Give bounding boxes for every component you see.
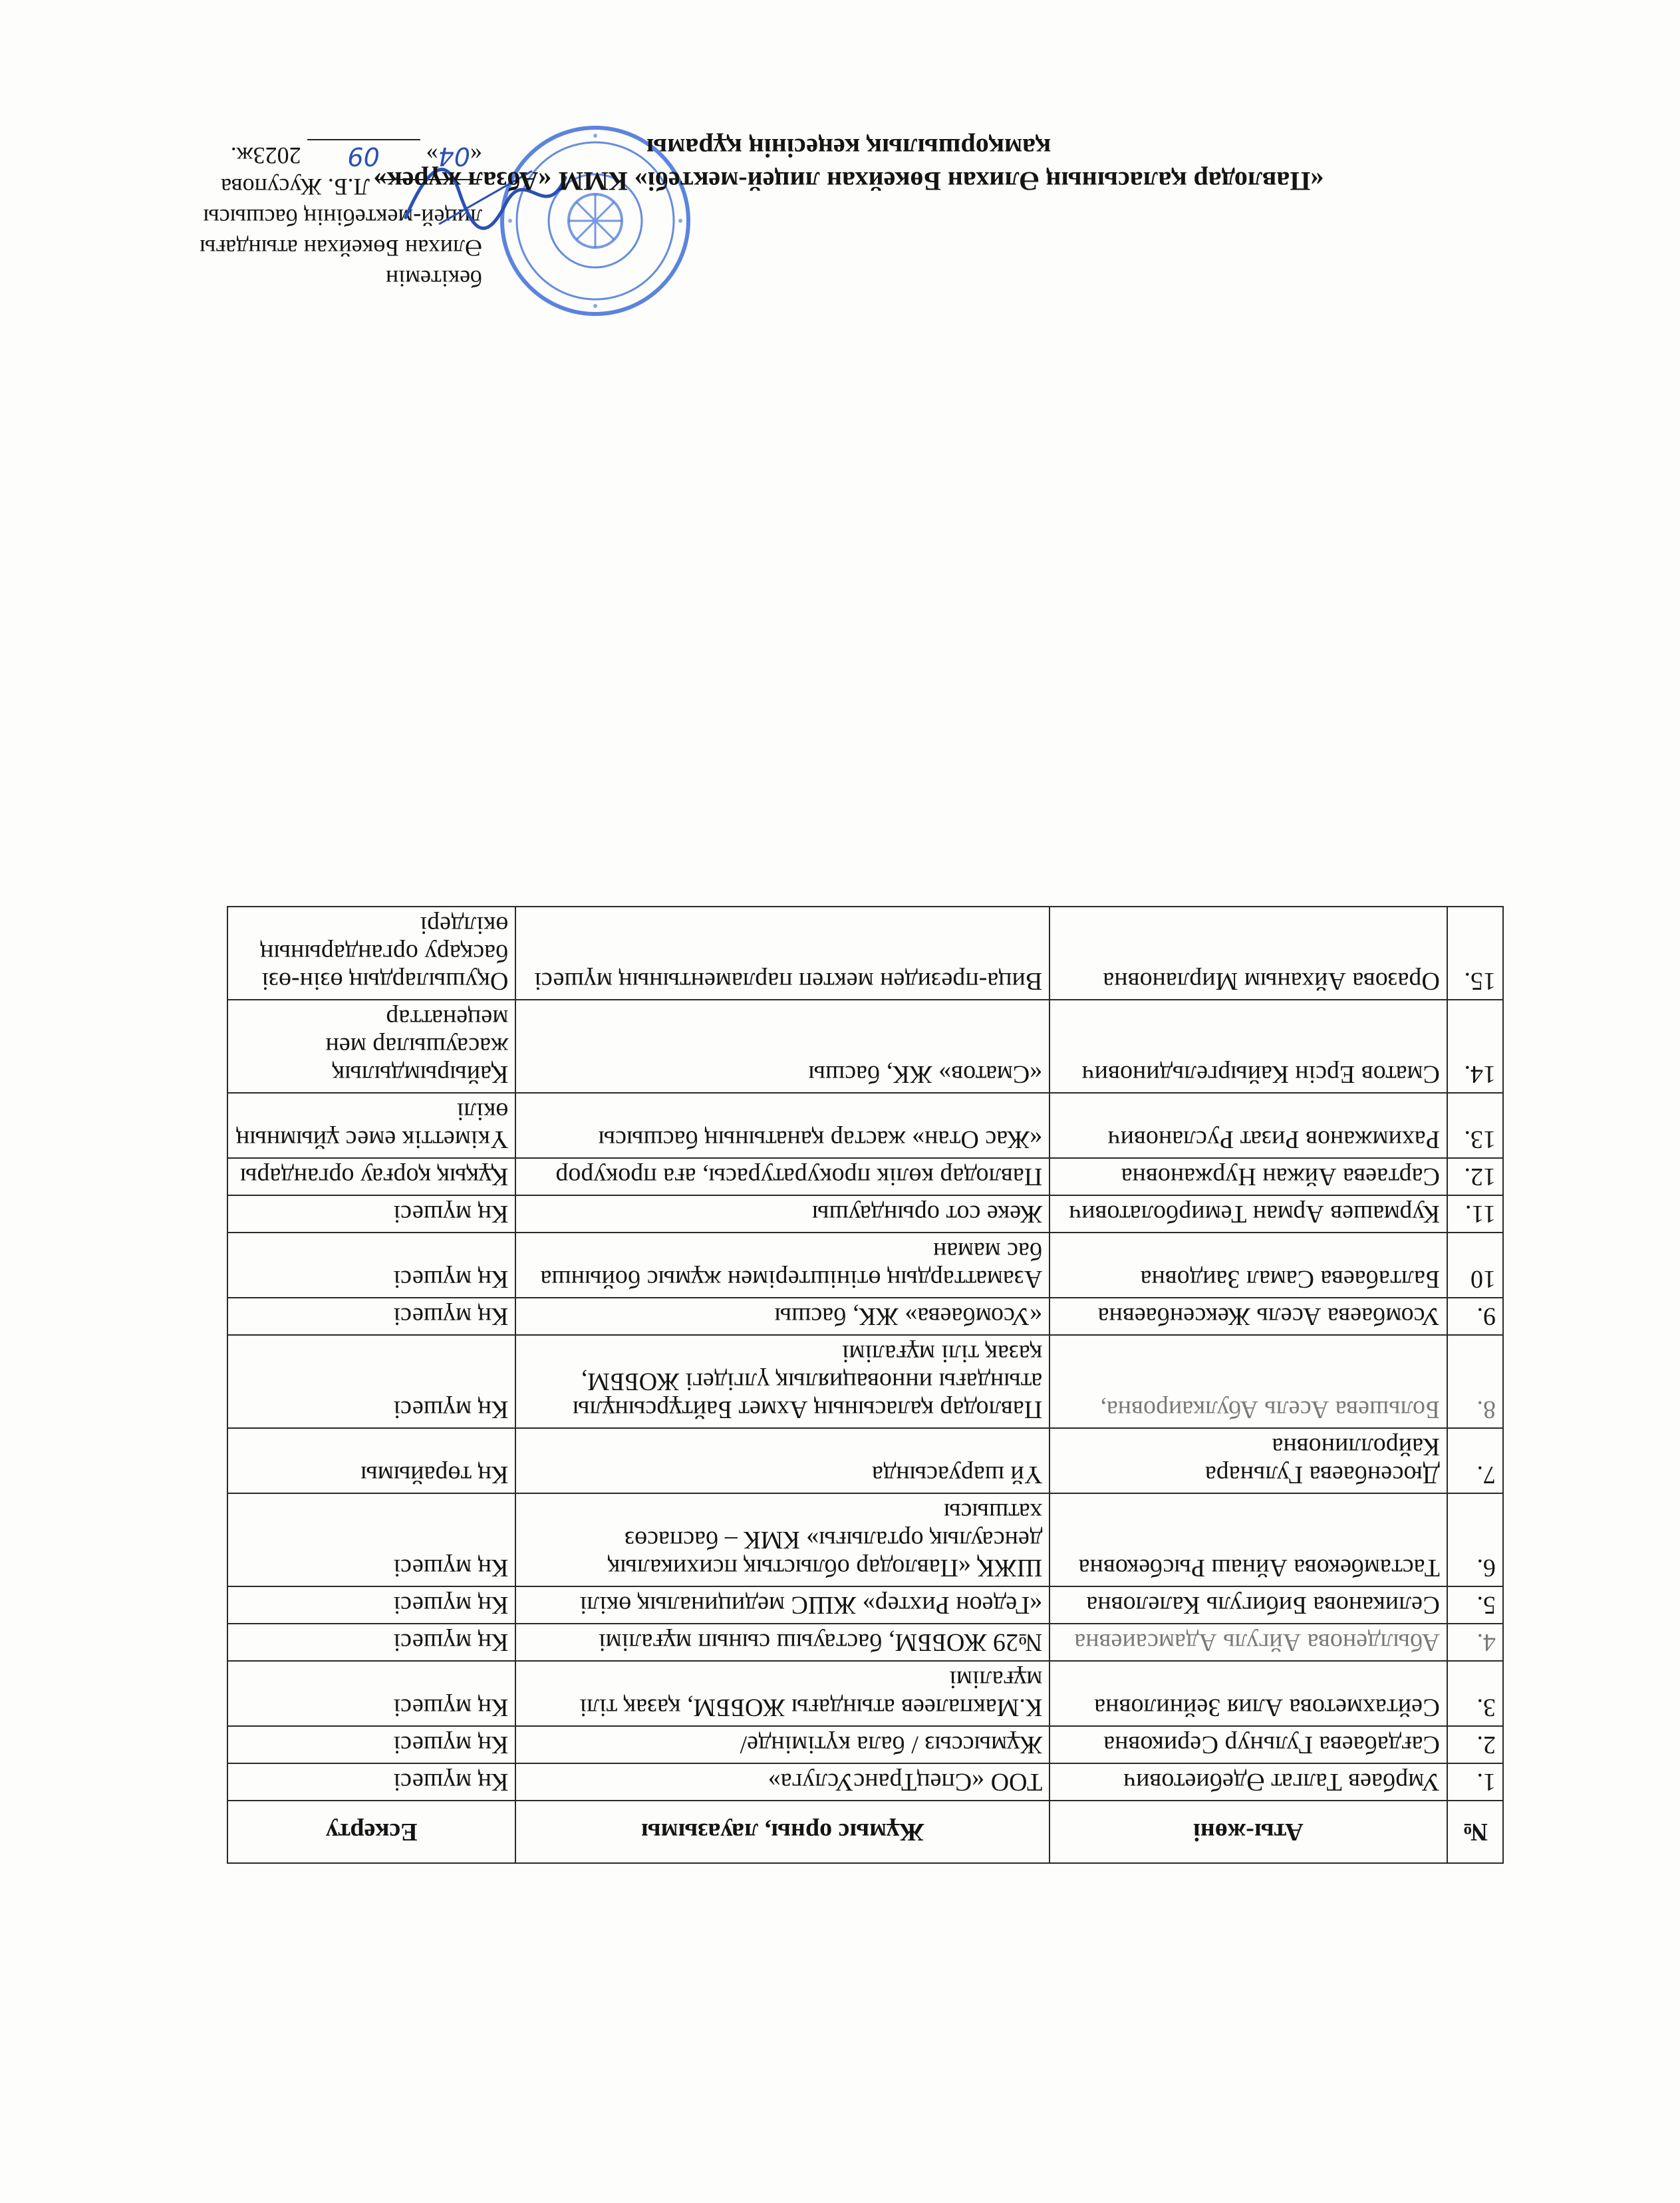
signer-name: Л.Б. Жусупова <box>221 174 370 200</box>
row-work: «Сматов» ЖК, басшы <box>515 1000 1050 1093</box>
row-note: Кң мүшесі <box>227 1586 515 1624</box>
row-note: Кң мүшесі <box>227 1624 515 1661</box>
row-number: 10 <box>1447 1233 1503 1298</box>
table-row <box>227 1000 1503 1093</box>
row-note: Кң мүшесі <box>227 1493 515 1586</box>
row-work: Үй шаруасында <box>515 1428 1050 1493</box>
row-note: Кң мүшесі <box>227 1763 515 1801</box>
row-note: Кң мүшесі <box>227 1233 515 1298</box>
table-row <box>227 1195 1503 1233</box>
table-row <box>227 1158 1503 1195</box>
row-number: 5. <box>1447 1586 1503 1624</box>
row-work: Жұмыссыз / бала күтімінде/ <box>515 1726 1050 1763</box>
table-row <box>227 1428 1503 1493</box>
row-name: Умрбаев Талгат Әдебиетович <box>1050 1763 1447 1801</box>
row-note: Қайырымдылық жасаушылар мен меценаттар <box>227 1000 515 1093</box>
row-work: К.Макпалеев атындағы ЖОББМ, қазақ тілі мұғалімі <box>515 1661 1050 1726</box>
row-note: Құқық қорғау органдары <box>227 1158 515 1195</box>
approval-line-2: лицей-мектебінің басшысы <box>203 204 482 231</box>
table-body <box>227 907 1503 1801</box>
row-name: Сағдабаева Гульнур Сериковна <box>1050 1726 1447 1763</box>
table-row <box>227 1493 1503 1586</box>
header-number: № <box>1447 1801 1503 1863</box>
row-name: Усомбаева Асель Жексенбаевна <box>1050 1298 1447 1335</box>
row-number: 6. <box>1447 1493 1503 1586</box>
table-row <box>227 1726 1503 1763</box>
row-note: Кң мүшесі <box>227 1298 515 1335</box>
row-number: 13. <box>1447 1093 1503 1158</box>
row-work: ШЖҚ «Павлодар облыстық психикалық денсаулық орталығы» КМК – баспасөз хатшысы <box>515 1493 1050 1586</box>
row-work: «Гедеон Рихтер» ЖШС медициналық өкілі <box>515 1586 1050 1624</box>
row-name: Сматов Ерсін Кайыргельдинович <box>1050 1000 1447 1093</box>
row-work: Азаматтардың өтініштерімен жұмыс бойынша бас маман <box>515 1233 1050 1298</box>
row-name: Тастамбекова Айнаш Рысбековна <box>1050 1493 1447 1586</box>
table-row <box>227 1233 1503 1298</box>
row-number: 12. <box>1447 1158 1503 1195</box>
approval-date: «04» 09 2023ж. <box>110 139 482 172</box>
document-title <box>184 131 1514 198</box>
row-number: 11. <box>1447 1195 1503 1233</box>
table-row <box>227 1298 1503 1335</box>
row-number: 7. <box>1447 1428 1503 1493</box>
date-year: 2023ж. <box>230 142 301 169</box>
row-name: Курмашев Арман Темирболатович <box>1050 1195 1447 1233</box>
header-work: Жұмыс орны, лауазымы <box>515 1801 1050 1863</box>
approval-line-1: Әлихан Бөкейхан атындағы <box>200 235 482 261</box>
row-name: Оразова Айханым Мирлановна <box>1050 907 1447 1000</box>
table-row <box>227 1624 1503 1661</box>
row-number: 14. <box>1447 1000 1503 1093</box>
table-header-row <box>227 1801 1503 1863</box>
row-work: №29 ЖОББМ, бастауыш сынып мұғалімі <box>515 1624 1050 1661</box>
row-note: Кң мүшесі <box>227 1726 515 1763</box>
row-name: Абылденова Айгуль Адамсаиевна <box>1050 1624 1447 1661</box>
row-work: ТОО «СпецТрансУслуга» <box>515 1763 1050 1801</box>
row-work: Павлодар көлік прокуратурасы, аға прокурор <box>515 1158 1050 1195</box>
approval-word: бекітемін <box>385 265 482 292</box>
row-note: Кң төрайымы <box>227 1428 515 1493</box>
row-name: Сейтахметова Алия Зейниловна <box>1050 1661 1447 1726</box>
row-number: 4. <box>1447 1624 1503 1661</box>
row-note: Кң мүшесі <box>227 1661 515 1726</box>
header-note: Ескерту <box>227 1801 515 1863</box>
row-number: 2. <box>1447 1726 1503 1763</box>
table-row <box>227 1093 1503 1158</box>
row-note: Кң мүшесі <box>227 1335 515 1428</box>
table-row <box>227 907 1503 1000</box>
table-row <box>227 1763 1503 1801</box>
row-note: Үкіметтік емес ұйымның өкілі <box>227 1093 515 1158</box>
row-number: 8. <box>1447 1335 1503 1428</box>
council-members-table <box>227 906 1504 1864</box>
row-number: 3. <box>1447 1661 1503 1726</box>
date-month: 09 <box>347 142 380 171</box>
row-name: Сартаева Айжан Нуржановна <box>1050 1158 1447 1195</box>
table-row <box>227 1335 1503 1428</box>
row-note: Кң мүшесі <box>227 1195 515 1233</box>
row-work: Павлодар қаласының Ахмет Байтұрсынұлы атындағы инновациялық үлгідегі ЖОББМ, қазақ тілі мұғалімі <box>515 1335 1050 1428</box>
title-line-1: «Павлодар қаласының Әлихан Бөкейхан лицей-мектебі» КММ «Абзал жүрек» <box>373 166 1324 196</box>
row-number: 15. <box>1447 907 1503 1000</box>
title-line-2: қамқоршылық кеңесінің құрамы <box>646 133 1051 163</box>
row-work: «Усомбаева» ЖК, басшы <box>515 1298 1050 1335</box>
table-row <box>227 1586 1503 1624</box>
row-work: «Жас Отан» жастар қанатының басшысы <box>515 1093 1050 1158</box>
row-number: 1. <box>1447 1763 1503 1801</box>
row-work: Вица-президен мектеп парламентының мүшесі <box>515 907 1050 1000</box>
row-note: Оқушылардың өзін-өзі басқару органдарының өкілдері <box>227 907 515 1000</box>
date-day: 04 <box>438 142 470 171</box>
row-name: Балтабаева Самал Заидовна <box>1050 1233 1447 1298</box>
row-work: Жеке сот орындаушы <box>515 1195 1050 1233</box>
row-name: Большева Асель Абулкаировна, <box>1050 1335 1447 1428</box>
row-name: Дюсенбаева Гульнара Кайроллиновна <box>1050 1428 1447 1493</box>
row-name: Селиканова Бибигуль Калеловна <box>1050 1586 1447 1624</box>
table-row <box>227 1661 1503 1726</box>
row-number: 9. <box>1447 1298 1503 1335</box>
header-name: Аты-жөні <box>1050 1801 1447 1863</box>
row-name: Рахимжанов Ризат Русланович <box>1050 1093 1447 1158</box>
